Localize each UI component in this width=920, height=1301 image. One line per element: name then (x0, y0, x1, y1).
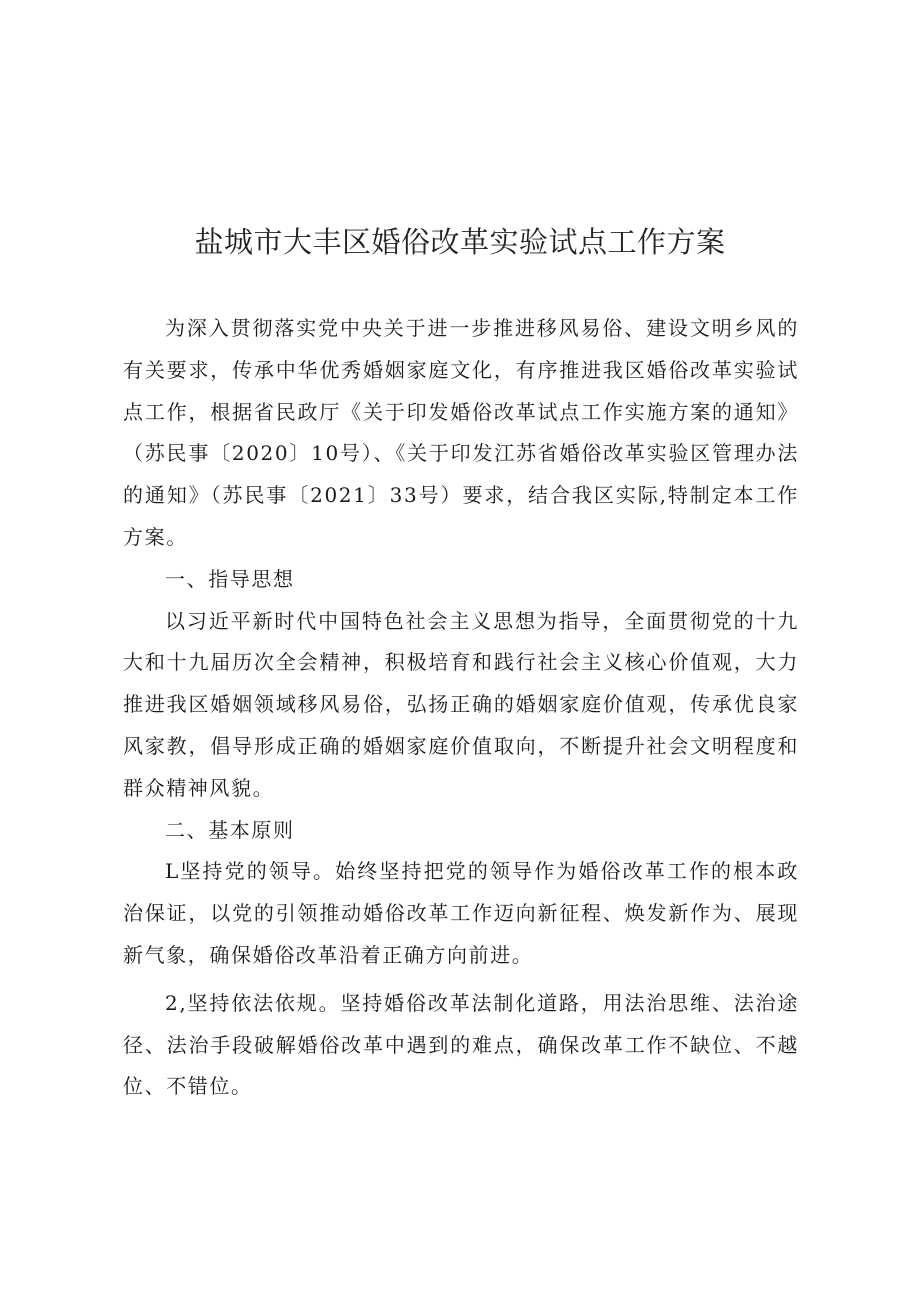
intro-paragraph: 为深入贯彻落实党中央关于进一步推进移风易俗、建设文明乡风的有关要求，传承中华优秀婚姻家庭文化，有序推进我区婚俗改革实验试点工作，根据省民政厅《关于印发婚俗改革试点工作实施方案的通知》（苏民事〔2020〕10号）、《关于印发江苏省婚俗改革实验区管理办法的通知》（苏民事〔2021〕33号）要求，结合我区实际,特制定本工作方案。 (123, 316, 799, 549)
principle-paragraph-1: L坚持党的领导。始终坚持把党的领导作为婚俗改革工作的根本政治保证，以党的引领推动婚俗改革工作迈向新征程、焕发新作为、展现新气象，确保婚俗改革沿着正确方向前进。 (123, 859, 799, 967)
document-body (123, 308, 799, 1108)
section-heading-basic-principles: 二、基本原则 (165, 817, 295, 842)
principle-paragraph-2: 2,坚持依法依规。坚持婚俗改革法制化道路，用法治思维、法治途径、法治手段破解婚俗改革中遇到的难点，确保改革工作不缺位、不越位、不错位。 (123, 990, 799, 1099)
section-heading-guiding-thought: 一、指导思想 (165, 566, 295, 591)
document-title: 盐城市大丰区婚俗改革实验试点工作方案 (194, 225, 726, 259)
guiding-thought-paragraph: 以习近平新时代中国特色社会主义思想为指导，全面贯彻党的十九大和十九届历次全会精神，积极培育和践行社会主义核心价值观，大力推进我区婚姻领域移风易俗，弘扬正确的婚姻家庭价值观，传承优良家风家教，倡导形成正确的婚姻家庭价值取向，不断提升社会文明程度和群众精神风貌。 (123, 608, 799, 800)
